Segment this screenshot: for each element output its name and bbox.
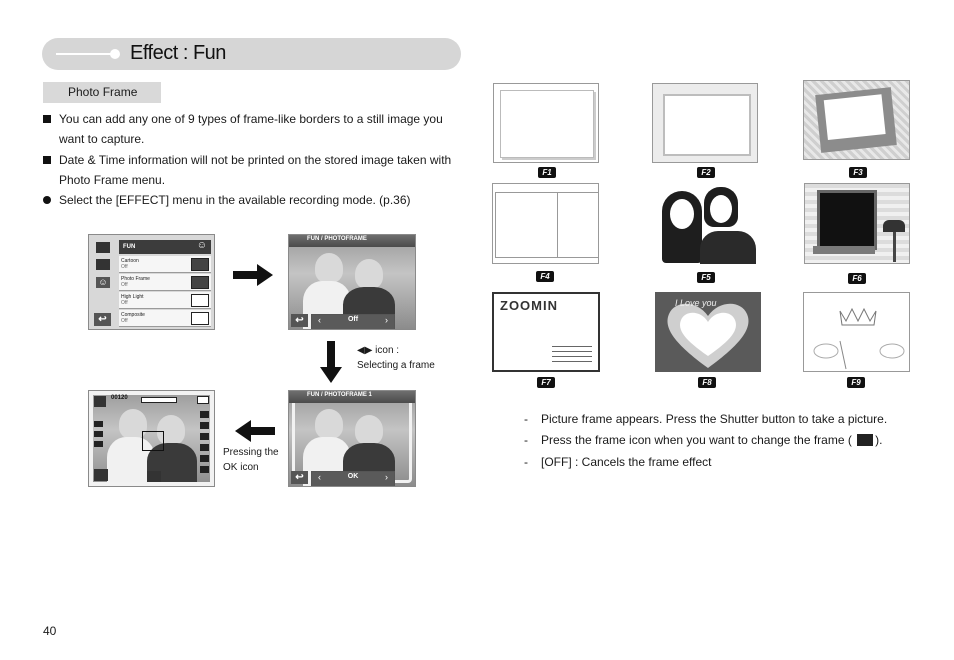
right-arrow-icon [233, 264, 273, 286]
left-status-icons [94, 421, 103, 449]
zoom-bar [141, 397, 177, 403]
fun-menu-screen [88, 234, 215, 330]
frame-icon[interactable] [147, 471, 161, 482]
frame-sample-f6[interactable] [804, 183, 910, 264]
screen-title-bar: FUN / PHOTOFRAME [289, 235, 415, 247]
frame-label-f8: F8 [698, 377, 716, 388]
round-bullet-icon [43, 196, 51, 204]
frame-selector[interactable]: ‹ Off › [311, 314, 395, 330]
right-chevron-icon[interactable]: › [385, 472, 388, 482]
ok-caption: Pressing the OK icon [223, 447, 279, 473]
zoomin-logo: ZOOMIN [500, 298, 558, 313]
section-label: Photo Frame [43, 82, 161, 103]
bullet-item: Date & Time information will not be printed on the stored image taken with Photo Frame menu. [43, 150, 453, 190]
frame-sample-f2[interactable] [652, 83, 758, 163]
composite-icon [191, 312, 209, 325]
frame-sample-f8[interactable] [655, 292, 761, 372]
header-line [56, 53, 114, 55]
left-right-triangle-icon: ◀▶ [357, 345, 373, 356]
frame-sample-f7[interactable] [492, 292, 600, 372]
down-arrow-icon [320, 341, 342, 383]
menu-item-high-light[interactable]: High Light Off [119, 292, 211, 309]
menu-icon[interactable] [94, 469, 108, 481]
cartoon-icon [191, 258, 209, 271]
color-icon [96, 259, 110, 270]
back-icon[interactable]: ↩ [291, 314, 308, 327]
frame-selector[interactable]: ‹ OK › [311, 471, 395, 487]
frame-sample-f5[interactable] [652, 183, 759, 264]
page-title: Effect : Fun [130, 42, 226, 64]
menu-item-composite[interactable]: Composite Off [119, 310, 211, 327]
left-chevron-icon[interactable]: ‹ [318, 315, 321, 325]
frame-label-f2: F2 [697, 167, 715, 178]
frame-label-f4: F4 [536, 271, 554, 282]
menu-title-bar [119, 240, 211, 254]
back-icon[interactable]: ↩ [94, 313, 111, 326]
frame-label-f5: F5 [697, 272, 715, 283]
fun-icon[interactable]: ☺ [96, 277, 110, 288]
square-bullet-icon [43, 156, 51, 164]
menu-item-cartoon[interactable]: Cartoon Off [119, 256, 211, 273]
frame-sample-f1[interactable] [493, 83, 599, 163]
crown-frame-graphic [804, 293, 910, 372]
note-item: - Picture frame appears. Press the Shutter button to take a picture. [524, 412, 888, 426]
left-arrow-icon [235, 420, 275, 442]
frame-label-f9: F9 [847, 377, 865, 388]
page-number: 40 [43, 624, 57, 638]
icon-caption: ◀▶ icon : Selecting a frame [357, 345, 435, 371]
back-icon[interactable]: ↩ [291, 471, 308, 484]
frame-label-f6: F6 [848, 273, 866, 284]
love-text: I Love you [675, 298, 717, 308]
camera-mode-icon [94, 396, 106, 407]
bullet-item: You can add any one of 9 types of frame-like borders to a still image you want to capture. [43, 109, 453, 149]
frame-icon [857, 434, 873, 446]
frame-sample-f9[interactable] [803, 292, 910, 372]
right-chevron-icon[interactable]: › [385, 315, 388, 325]
frame-overlay [292, 394, 412, 483]
frame-label-f3: F3 [849, 167, 867, 178]
screen-title-bar: FUN / PHOTOFRAME 1 [289, 391, 415, 403]
fun-face-icon: ☺ [196, 240, 207, 251]
shot-counter: 00120 [111, 395, 128, 401]
frame-sample-f3[interactable] [803, 80, 910, 160]
square-bullet-icon [43, 115, 51, 123]
effect-icon [96, 242, 110, 253]
photo-frame-icon [191, 276, 209, 289]
bullet-item: Select the [EFFECT] menu in the available recording mode. (p.36) [43, 190, 453, 210]
photoframe-1-screen [288, 390, 416, 487]
left-chevron-icon[interactable]: ‹ [318, 472, 321, 482]
page-header [42, 38, 461, 70]
frame-label-f1: F1 [538, 167, 556, 178]
frame-label-f7: F7 [537, 377, 555, 388]
header-dot [110, 49, 120, 59]
menu-title: FUN [123, 244, 136, 250]
shooting-screen [88, 390, 215, 487]
menu-item-photo-frame[interactable]: Photo Frame Off [119, 274, 211, 291]
frame-sample-f4[interactable] [492, 183, 599, 264]
high-light-icon [191, 294, 209, 307]
focus-frame [142, 431, 164, 451]
note-item: - Press the frame icon when you want to change the frame ( ). [524, 433, 883, 447]
status-icons-column [200, 411, 209, 477]
note-item: - [OFF] : Cancels the frame effect [524, 455, 712, 469]
battery-icon [197, 396, 209, 404]
photoframe-off-screen [288, 234, 416, 330]
